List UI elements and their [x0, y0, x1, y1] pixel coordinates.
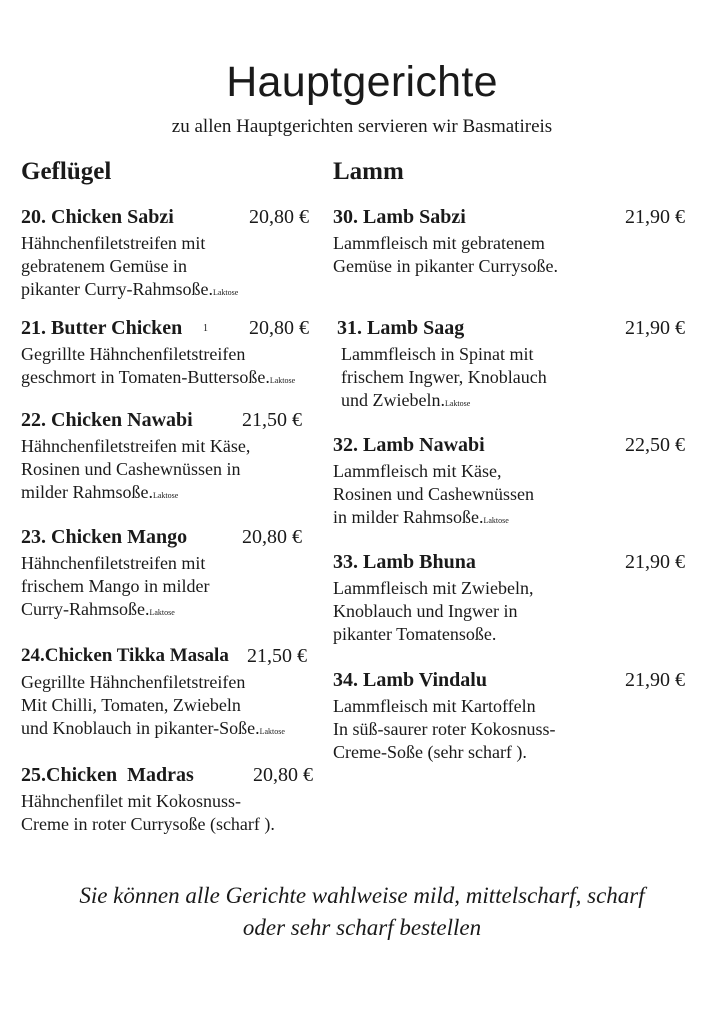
allergen-note: Laktose — [259, 727, 285, 736]
menu-item — [21, 764, 321, 836]
page-subtitle: zu allen Hauptgerichten servieren wir Basmatireis — [171, 116, 553, 137]
dish-price: 21,90 € — [625, 669, 685, 691]
section-heading-lamm: Lamm — [333, 158, 404, 185]
dish-name: 30. Lamb Sabzi — [333, 206, 466, 228]
dish-description: Lammfleisch mit Zwiebeln, Knoblauch und Ingwer in pikanter Tomatensoße. — [333, 578, 534, 644]
dish-name: 25.Chicken Madras — [21, 764, 194, 786]
dish-price: 20,80 € — [253, 764, 313, 786]
dish-name: 34. Lamb Vindalu — [333, 669, 487, 691]
footer-line: oder sehr scharf bestellen — [242, 915, 482, 940]
menu-item — [333, 206, 703, 278]
dish-price: 21,50 € — [247, 645, 307, 667]
dish-price: 20,80 € — [249, 317, 309, 339]
allergen-note: Laktose — [483, 516, 509, 525]
dish-name: 31. Lamb Saag — [337, 317, 465, 339]
dish-description: Gegrillte Hähnchenfiletstreifen Mit Chilli, Tomaten, Zwiebeln und Knoblauch in pikanter-Soße.Laktose — [21, 672, 285, 738]
dish-price: 20,80 € — [242, 526, 302, 548]
dish-description: Gegrillte Hähnchenfiletstreifen geschmort in Tomaten-Buttersoße.Laktose — [21, 344, 296, 387]
footer-line: Sie können alle Gerichte wahlweise mild, mittelscharf, scharf — [79, 883, 645, 908]
allergen-note: Laktose — [152, 491, 179, 500]
menu-item — [21, 526, 321, 624]
dish-name: 33. Lamb Bhuna — [333, 551, 476, 573]
dish-description: Hähnchenfiletstreifen mit frischem Mango in milder Curry-Rahmsoße.Laktose — [21, 553, 210, 619]
dish-description: Lammfleisch mit gebratenem Gemüse in pikanter Currysoße. — [333, 233, 558, 276]
dish-name: 22. Chicken Nawabi — [21, 409, 193, 431]
dish-description: Lammfleisch mit Käse, Rosinen und Cashewnüssen in milder Rahmsoße.Laktose — [333, 461, 534, 527]
dish-price: 21,50 € — [242, 409, 302, 431]
dish-name: 20. Chicken Sabzi — [21, 206, 174, 228]
dish-description: Lammfleisch mit Kartoffeln In süß-saurer roter Kokosnuss- Creme-Soße (sehr scharf ). — [333, 696, 556, 762]
dish-mark: 1 — [203, 323, 208, 334]
dish-description: Hähnchenfiletstreifen mit gebratenem Gemüse in pikanter Curry-Rahmsoße.Laktose — [21, 233, 239, 299]
dish-name: 23. Chicken Mango — [21, 526, 188, 548]
menu-item — [333, 551, 703, 646]
dish-name: 24.Chicken Tikka Masala — [21, 645, 229, 666]
section-heading-gefluegel: Geflügel — [21, 158, 112, 185]
dish-description: Lammfleisch in Spinat mit frischem Ingwer, Knoblauch und Zwiebeln.Laktose — [341, 344, 547, 410]
allergen-note: Laktose — [444, 399, 471, 408]
dish-price: 22,50 € — [625, 434, 685, 456]
menu-item — [333, 317, 703, 415]
dish-description: Hähnchenfiletstreifen mit Käse, Rosinen und Cashewnüssen in milder Rahmsoße.Laktose — [21, 436, 251, 502]
dish-price: 20,80 € — [249, 206, 309, 228]
dish-name: 32. Lamb Nawabi — [333, 434, 485, 456]
dish-name: 21. Butter Chicken — [21, 317, 183, 339]
allergen-note: Laktose — [149, 608, 175, 617]
allergen-note: Laktose — [269, 376, 296, 385]
menu-item — [21, 317, 331, 392]
page-title: Hauptgerichte — [226, 58, 498, 106]
dish-price: 21,90 € — [625, 206, 685, 228]
footer-note — [0, 880, 724, 944]
allergen-note: Laktose — [212, 288, 239, 297]
menu-item — [333, 669, 703, 764]
menu-item — [333, 434, 703, 532]
menu-item — [21, 409, 321, 507]
menu-item — [21, 645, 321, 743]
menu-item — [21, 206, 321, 304]
dish-description: Hähnchenfilet mit Kokosnuss- Creme in roter Currysoße (scharf ). — [21, 791, 275, 834]
dish-price: 21,90 € — [625, 551, 685, 573]
dish-price: 21,90 € — [625, 317, 685, 339]
